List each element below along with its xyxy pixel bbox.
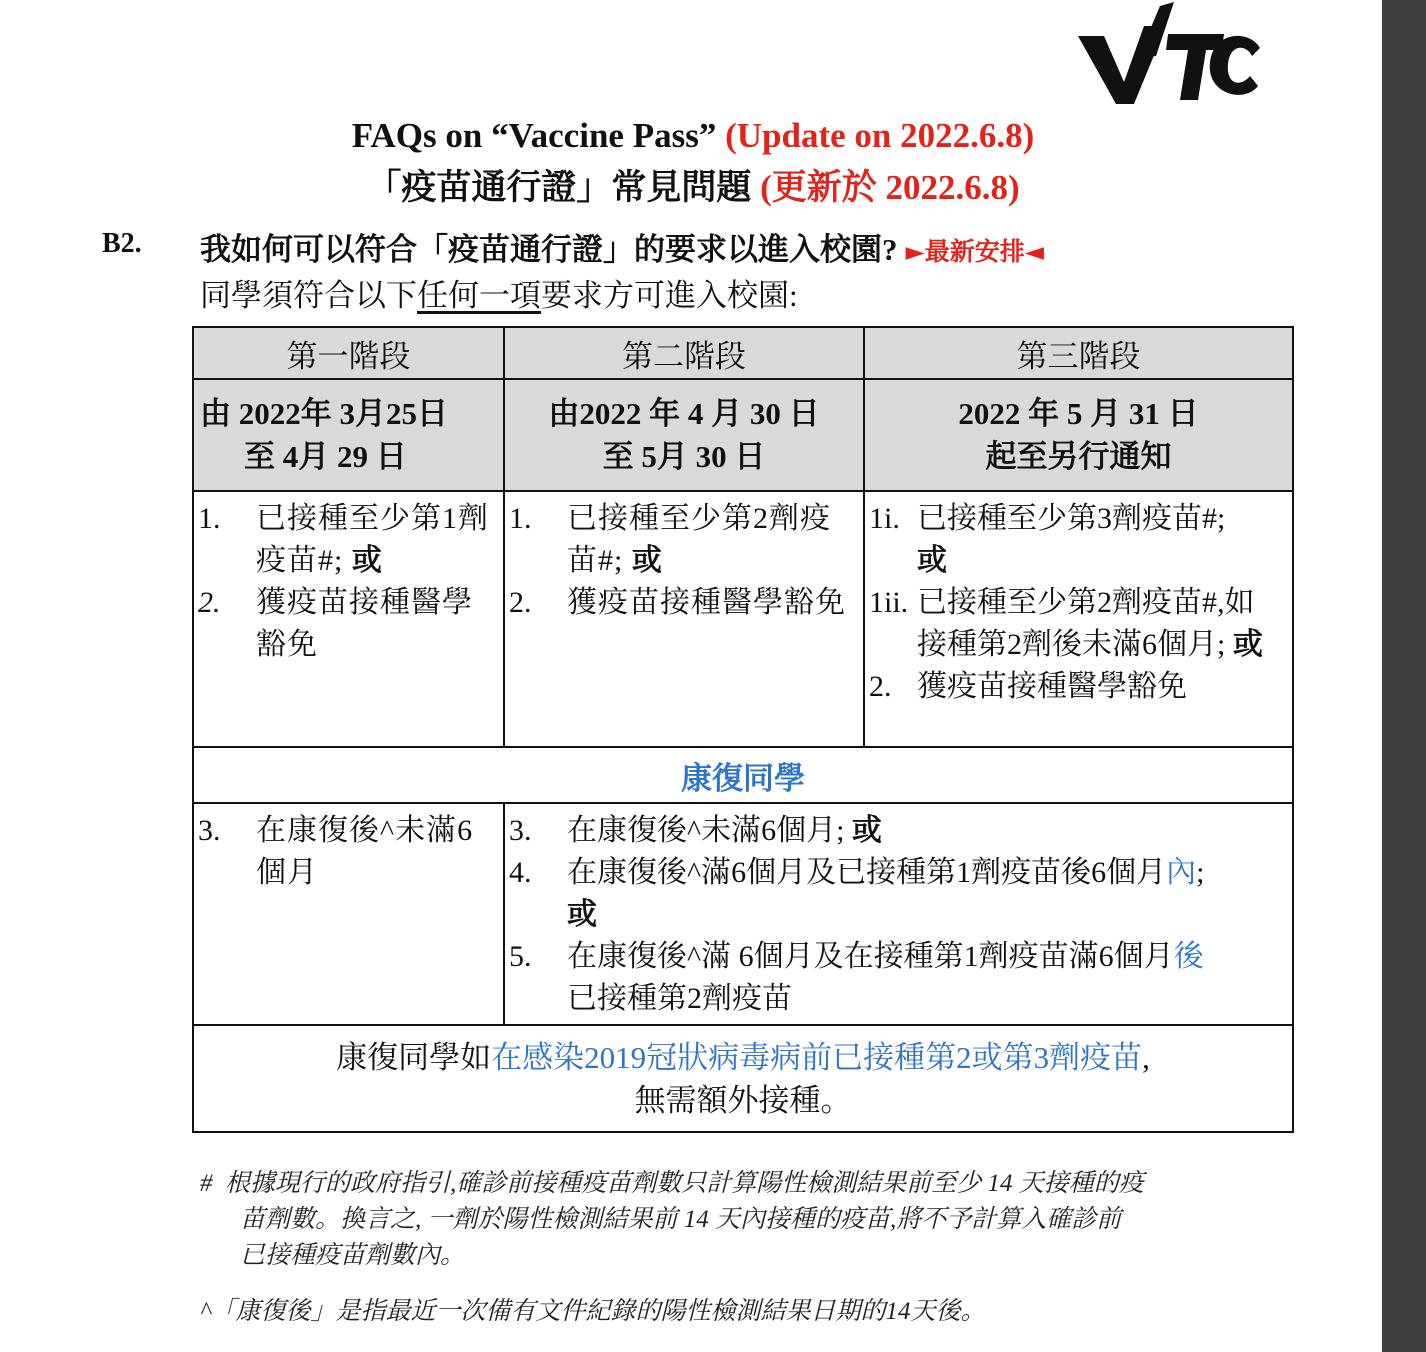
stage-2-requirements bbox=[504, 491, 864, 747]
stage-1-dates bbox=[193, 379, 504, 491]
title-zh-main: 「疫苗通行證」常見問題 bbox=[366, 168, 752, 207]
latest-arrangement-tag: ►最新安排◄ bbox=[905, 237, 1044, 266]
recovered-stage-2-3 bbox=[504, 803, 1293, 1025]
logo-text: VTC bbox=[1074, 0, 1076, 1]
stage-3-dates bbox=[864, 379, 1293, 491]
page-title-english bbox=[0, 116, 1386, 156]
recovered-stage-1 bbox=[193, 803, 504, 1025]
list-item: 4. 在康復後^滿6個月及已接種第1劑疫苗後6個月內; 或 bbox=[509, 856, 1205, 931]
stage-3-date-start: 2022 年 5 月 31 日 bbox=[958, 396, 1199, 431]
list-item: 1i. 已接種至少第3劑疫苗#; 或 bbox=[869, 502, 1226, 577]
scrollbar[interactable] bbox=[1382, 0, 1426, 1352]
intro-before: 同學須符合以下 bbox=[200, 278, 417, 313]
stage-1-date-end: 至 4月 29 日 bbox=[244, 439, 407, 474]
list-item: 3. 在康復後^未滿6個月 bbox=[198, 814, 474, 889]
list-item: 1. 已接種至少第2劑疫苗#; 或 bbox=[509, 502, 831, 577]
stage-1-date-start: 由 2022年 3月25日 bbox=[200, 396, 448, 431]
question-label: 我如何可以符合「疫苗通行證」的要求以進入校園? bbox=[200, 232, 898, 267]
recovered-students-header: 康復同學 bbox=[193, 747, 1293, 803]
intro-text bbox=[200, 270, 798, 315]
stage-2-date-end: 至 5月 30 日 bbox=[602, 439, 766, 474]
recovered-note-cell: 康復同學如在感染2019冠狀病毒病前已接種第2或第3劑疫苗, 無需額外接種。 bbox=[193, 1025, 1293, 1132]
stage-2-date-start: 由2022 年 4 月 30 日 bbox=[548, 396, 820, 431]
stage-3-date-end: 起至另行通知 bbox=[985, 439, 1172, 474]
stage-1-requirements bbox=[193, 491, 504, 747]
title-zh-update: (更新於 2022.6.8) bbox=[760, 168, 1020, 207]
stage-2-dates bbox=[504, 379, 864, 491]
list-item: 2. 獲疫苗接種醫學豁免 bbox=[869, 670, 1187, 703]
page-title-chinese bbox=[0, 160, 1386, 210]
title-en-main: FAQs on “Vaccine Pass” bbox=[351, 116, 717, 155]
list-item: 1. 已接種至少第1劑疫苗#; 或 bbox=[198, 502, 489, 577]
hash-mark: # bbox=[200, 1170, 213, 1197]
stage-3-header: 第三階段 bbox=[864, 327, 1293, 379]
list-item: 1ii. 已接種至少第2劑疫苗#,如接種第2劑後未滿6個月; 或 bbox=[869, 586, 1263, 661]
stage-1-header: 第一階段 bbox=[193, 327, 504, 379]
stage-3-requirements bbox=[864, 491, 1293, 747]
list-item: 2. 獲疫苗接種醫學豁免 bbox=[509, 586, 846, 619]
list-item: 5. 在康復後^滿 6個月及在接種第1劑疫苗滿6個月後 已接種第2劑疫苗 bbox=[509, 940, 1204, 1015]
caret-footnote: ^「康復後」是指最近一次備有文件紀錄的陽性檢測結果日期的14天後。 bbox=[200, 1298, 986, 1325]
vtc-logo bbox=[1074, 0, 1264, 108]
question-text bbox=[200, 224, 1044, 269]
hash-footnote: # 根據現行的政府指引,確診前接種疫苗劑數只計算陽性檢測結果前至少 14 天接種的疫 苗劑數。換言之, 一劑於陽性檢測結果前 14 天內接種的疫苗,將不予計算入確診前 已接種疫苗劑數內。 bbox=[200, 1170, 1144, 1269]
stage-2-header: 第二階段 bbox=[504, 327, 864, 379]
intro-underlined: 任何一項 bbox=[417, 278, 541, 313]
question-number: B2. bbox=[102, 228, 142, 259]
intro-after: 要求方可進入校園: bbox=[541, 278, 798, 313]
list-item: 3. 在康復後^未滿6個月; 或 bbox=[509, 814, 882, 847]
title-en-update: (Update on 2022.6.8) bbox=[725, 116, 1035, 155]
list-item: 2. 獲疫苗接種醫學豁免 bbox=[198, 586, 473, 661]
requirements-table bbox=[192, 326, 1294, 1133]
